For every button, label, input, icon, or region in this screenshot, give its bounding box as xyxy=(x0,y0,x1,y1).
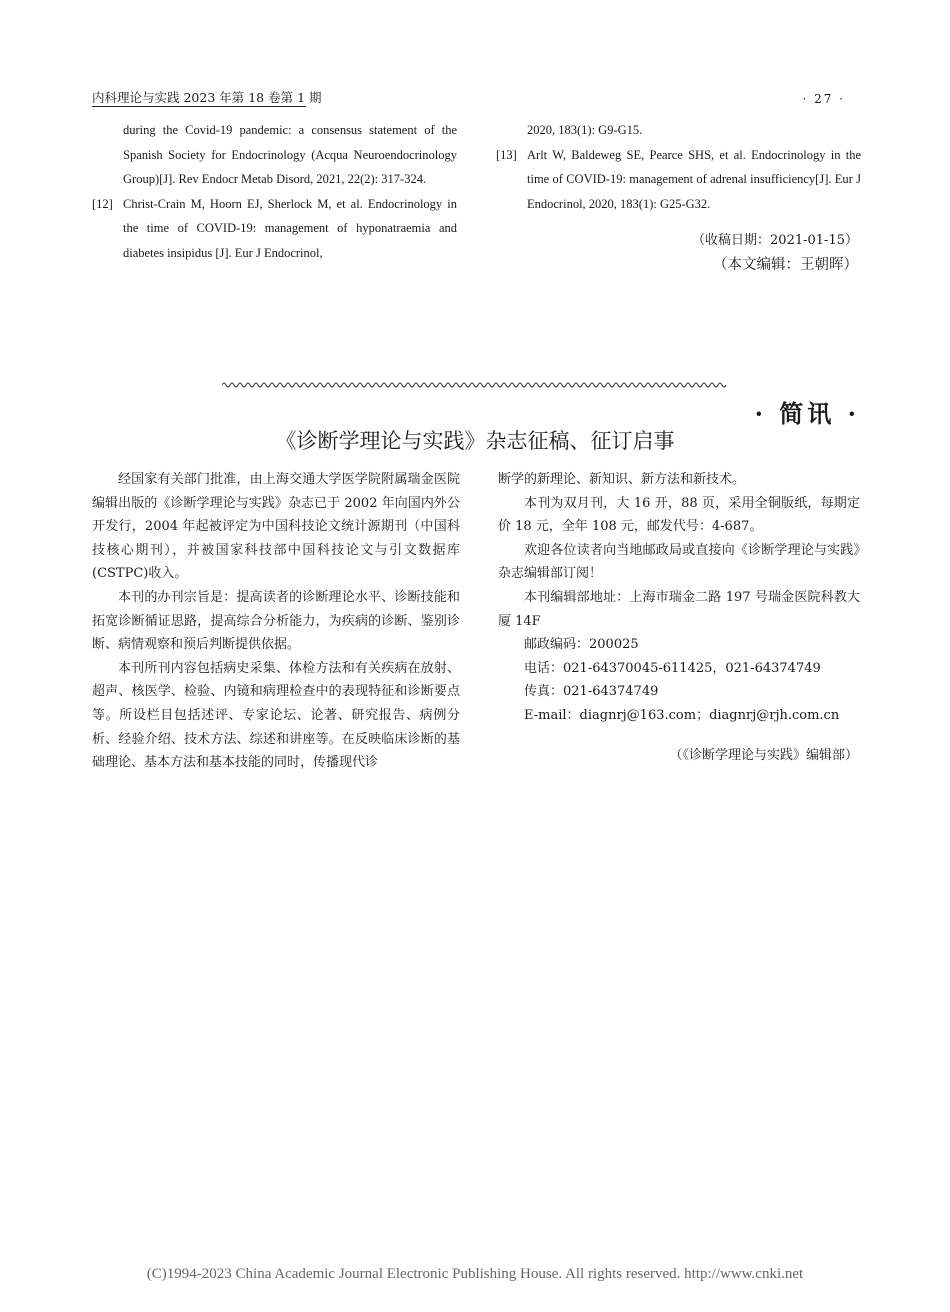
reference-number: [13] xyxy=(496,147,517,162)
postcode: 邮政编码：200025 xyxy=(524,637,639,653)
fax: 传真：021-64374749 xyxy=(524,684,659,700)
news-section-tag: · 简讯 · xyxy=(754,399,860,428)
reference-text: 2020, 183(1): G9-G15. xyxy=(527,123,643,137)
reference-item xyxy=(496,118,861,143)
reference-item xyxy=(92,192,457,266)
reference-text: during the Covid-19 pandemic: a consensus statement of the Spanish Society for Endocrinology (Acqua Neuroendocrinology Group)[J]. Rev Endocr Metab Disord, 2021, 22(2): 317-324. xyxy=(123,123,457,186)
copyright-footer: (C)1994-2023 China Academic Journal Electronic Publishing House. All rights reserved. http://www.cnki.net xyxy=(146,1266,804,1282)
paragraph: 本刊所刊内容包括病史采集、体检方法和有关疾病在放射、超声、核医学、检验、内镜和病理检查中的表现特征和诊断要点等。所设栏目包括述评、专家论坛、论著、研究报告、病例分析、经验介绍、技术方法、综述和讲座等。在反映临床诊断的基础理论、基本方法和基本技能的同时，传播现代诊 xyxy=(92,660,460,771)
editorial-signature: （《诊断学理论与实践》编辑部） xyxy=(669,748,858,763)
received-date: （收稿日期：2021-01-15） xyxy=(692,233,858,248)
reference-item xyxy=(496,143,861,217)
reference-item xyxy=(92,118,457,192)
notice-left-column xyxy=(92,468,460,775)
manuscript-info xyxy=(692,229,858,277)
reference-text: Arlt W, Baldeweg SE, Pearce SHS, et al. Endocrinology in the time of COVID-19: management of adrenal insufficiency[J]. Eur J Endocrinol, 2020, 183(1): G25-G32. xyxy=(527,147,861,211)
email: E-mail：diagnrj@163.com；diagnrj@rjh.com.cn xyxy=(524,707,840,723)
paragraph: 本刊编辑部地址：上海市瑞金二路 197 号瑞金医院科教大厦 14F xyxy=(498,589,860,629)
paragraph: 本刊为双月刊，大 16 开，88 页，采用全铜版纸，每期定价 18 元，全年 108 元，邮发代号：4-687。 xyxy=(498,495,860,535)
phone: 电话：021-64370045-611425，021-64374749 xyxy=(524,660,821,676)
reference-number: [12] xyxy=(92,196,113,211)
paragraph: 本刊的办刊宗旨是：提高读者的诊断理论水平、诊断技能和拓宽诊断循证思路，提高综合分析能力，为疾病的诊断、鉴别诊断、病情观察和预后判断提供依据。 xyxy=(92,589,460,653)
references-right xyxy=(496,118,861,216)
running-header: 内科理论与实践 2023 年第 18 卷第 1 期 xyxy=(92,90,322,105)
paragraph: 欢迎各位读者向当地邮政局或直接向《诊断学理论与实践》杂志编辑部订阅！ xyxy=(498,542,860,582)
paragraph-continuation: 断学的新理论、新知识、新方法和新技术。 xyxy=(498,472,746,487)
header-rule xyxy=(92,106,306,107)
references-left xyxy=(92,118,457,265)
article-title: 《诊断学理论与实践》杂志征稿、征订启事 xyxy=(275,429,675,453)
notice-right-column xyxy=(498,468,860,728)
page-number: · 27 · xyxy=(802,92,845,106)
wavy-divider xyxy=(222,380,728,390)
editor-credit: （本文编辑：王朝晖） xyxy=(713,257,858,273)
reference-text: Christ-Crain M, Hoorn EJ, Sherlock M, et al. Endocrinology in the time of COVID-19: management of hyponatraemia and diabetes insipidus [J]. Eur J Endocrinol, xyxy=(123,196,457,260)
paragraph: 经国家有关部门批准，由上海交通大学医学院附属瑞金医院编辑出版的《诊断学理论与实践》杂志已于 2002 年向国内外公开发行，2004 年起被评定为中国科技论文统计源期刊（中国科技核心期刊），并被国家科技部中国科技论文与引文数据库(CSTPC)收入。 xyxy=(92,472,460,582)
